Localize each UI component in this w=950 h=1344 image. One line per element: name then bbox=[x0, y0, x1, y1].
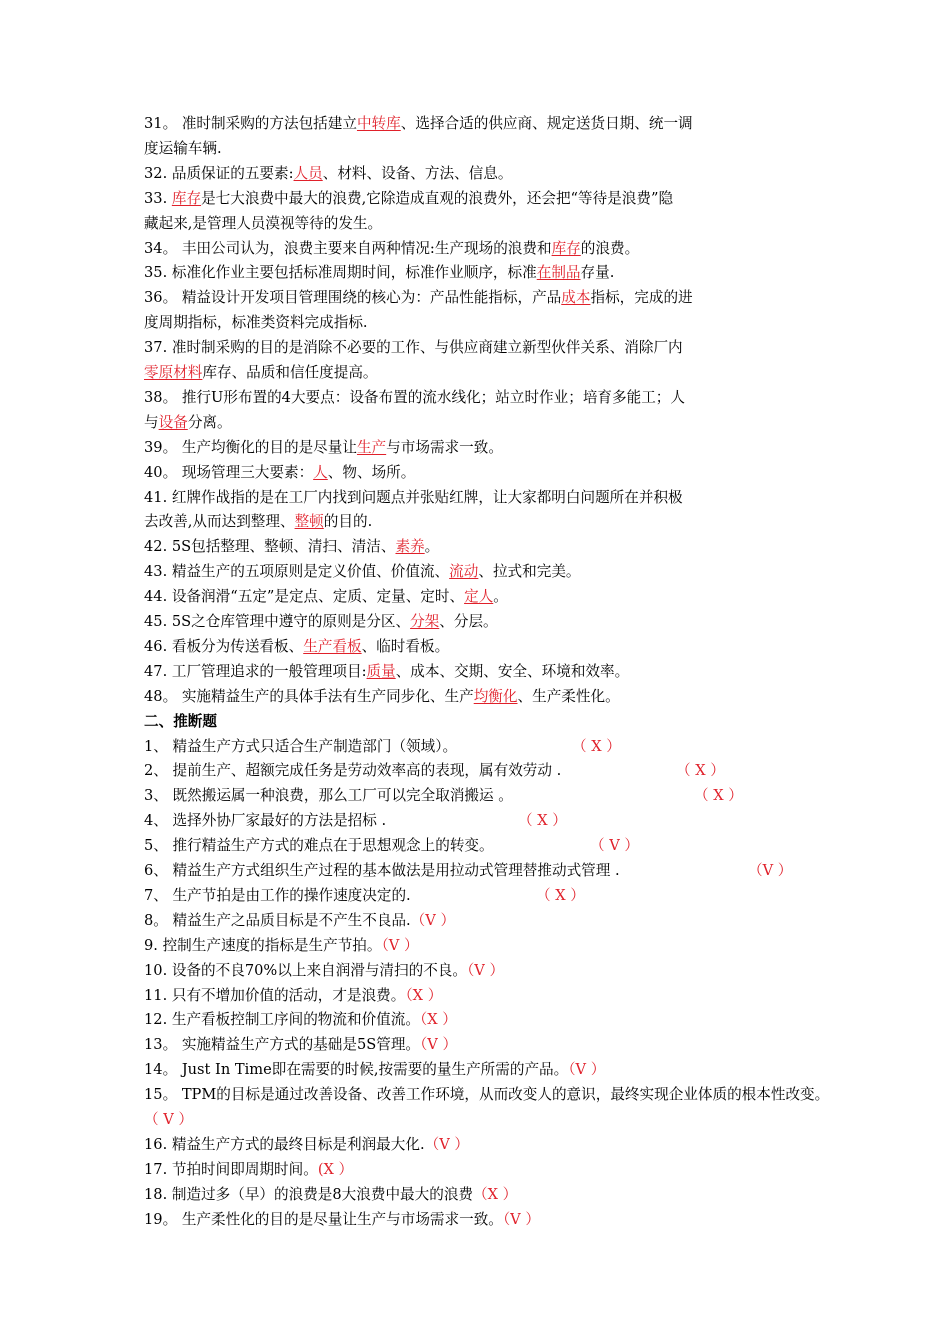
question-text: 。 bbox=[424, 538, 440, 556]
question-number: 10. bbox=[144, 961, 172, 979]
question-number: 4、 bbox=[144, 812, 173, 830]
question-text: 精益设计开发项目管理围绕的核心为：产品性能指标，产品 bbox=[181, 289, 562, 307]
question-number: 40。 bbox=[144, 463, 182, 481]
fill-in-question-line bbox=[144, 112, 693, 137]
question-text: 丰田公司认为，浪费主要来自两种情况:生产现场的浪费和 bbox=[181, 239, 552, 257]
answer-blank: 人 bbox=[313, 463, 328, 481]
judgment-question bbox=[144, 909, 455, 934]
answer-mark: （V ） bbox=[381, 936, 419, 954]
section-heading bbox=[144, 710, 217, 735]
question-number: 33. bbox=[144, 189, 172, 207]
question-text: 生产柔性化的目的是尽量让生产与市场需求一致。 bbox=[181, 1210, 503, 1228]
question-number: 7、 bbox=[144, 886, 173, 904]
answer-mark: （X ） bbox=[473, 1185, 518, 1203]
answer-mark: （V ） bbox=[502, 1210, 540, 1228]
question-number: 38。 bbox=[144, 388, 182, 406]
fill-in-question-line bbox=[144, 510, 372, 535]
answer-mark: （V ） bbox=[424, 1135, 469, 1153]
judgment-question bbox=[144, 759, 725, 784]
question-text: 推行精益生产方式的难点在于思想观念上的转变。 bbox=[172, 837, 494, 855]
question-text: 、拉式和完美。 bbox=[478, 563, 581, 581]
fill-in-question-line bbox=[144, 560, 581, 585]
question-text: 控制生产速度的指标是生产节拍。 bbox=[162, 936, 382, 954]
answer-blank: 质量 bbox=[366, 662, 396, 680]
fill-in-question-line bbox=[144, 535, 439, 560]
question-number: 42. bbox=[144, 538, 172, 556]
question-text: 只有不增加价值的活动，才是浪费。 bbox=[171, 986, 406, 1004]
question-text: 标准化作业主要包括标准周期时间，标准作业顺序，标准 bbox=[171, 264, 537, 282]
answer-mark: （ V ） bbox=[144, 1111, 194, 1128]
judgment-question bbox=[144, 1033, 457, 1058]
answer-mark: （ X ） bbox=[694, 787, 743, 805]
question-text: 与 bbox=[144, 413, 159, 431]
fill-in-question-line bbox=[144, 411, 232, 436]
judgment-question bbox=[144, 1208, 540, 1233]
question-number: 46. bbox=[144, 637, 172, 655]
question-number: 8。 bbox=[144, 911, 173, 929]
question-text: 库存、品质和信任度提高。 bbox=[202, 364, 378, 381]
answer-blank: 中转库 bbox=[356, 115, 401, 132]
answer-blank: 流动 bbox=[449, 563, 479, 581]
question-number: 5、 bbox=[144, 837, 173, 855]
fill-in-question-line bbox=[144, 386, 685, 411]
question-text: 是七大浪费中最大的浪费,它除造成直观的浪费外，还会把“等待是浪费”隐 bbox=[201, 189, 674, 207]
question-text: 、临时看板。 bbox=[361, 637, 450, 655]
answer-mark: （V ） bbox=[467, 961, 505, 979]
fill-in-question-line bbox=[144, 311, 368, 336]
question-text: 品质保证的五要素: bbox=[171, 164, 294, 182]
answer-mark: （ X ） bbox=[536, 886, 585, 904]
question-text: 设备润滑“五定”是定点、定质、定量、定时、 bbox=[171, 588, 465, 606]
question-text: 准时制采购的方法包括建立 bbox=[181, 115, 357, 132]
question-number: 11. bbox=[144, 986, 172, 1004]
answer-blank: 均衡化 bbox=[473, 687, 518, 705]
question-number: 6、 bbox=[144, 862, 173, 879]
question-number: 34。 bbox=[144, 239, 182, 257]
question-number: 18. bbox=[144, 1185, 172, 1203]
fill-in-question-line bbox=[144, 137, 222, 162]
answer-blank: 生产 bbox=[356, 438, 387, 456]
fill-in-question-line bbox=[144, 187, 673, 212]
question-number: 35. bbox=[144, 264, 172, 282]
judgment-question bbox=[144, 959, 504, 984]
question-number: 41. bbox=[144, 488, 172, 506]
question-number: 36。 bbox=[144, 289, 182, 307]
judgment-question bbox=[144, 884, 585, 909]
question-number: 48。 bbox=[144, 687, 182, 705]
question-number: 13。 bbox=[144, 1036, 182, 1054]
question-text: 精益生产方式只适合生产制造部门（领域）。 bbox=[172, 737, 458, 755]
question-text: 5S包括整理、整顿、清扫、清洁、 bbox=[171, 538, 396, 556]
question-text: 、物、场所。 bbox=[327, 463, 416, 481]
fill-in-question-line bbox=[144, 461, 415, 486]
question-number: 43. bbox=[144, 563, 172, 581]
question-text: 提前生产、超额完成任务是劳动效率高的表现，属有效劳动 . bbox=[172, 762, 562, 780]
fill-in-question-line bbox=[144, 336, 683, 361]
judgment-question bbox=[144, 1133, 469, 1158]
answer-blank: 零原材料 bbox=[144, 364, 203, 381]
answer-blank: 库存 bbox=[551, 239, 581, 257]
question-text: 分离。 bbox=[187, 413, 232, 431]
question-text: 实施精益生产方式的基础是5S管理。 bbox=[181, 1036, 421, 1054]
answer-mark: （V ） bbox=[420, 1036, 458, 1054]
answer-mark: （ V ） bbox=[590, 837, 640, 855]
answer-mark: （V ） bbox=[410, 911, 456, 929]
fill-in-question-line bbox=[144, 610, 498, 635]
judgment-question bbox=[144, 1058, 605, 1083]
question-number: 44. bbox=[144, 588, 172, 606]
question-text: 、成本、交期、安全、环境和效率。 bbox=[395, 662, 630, 680]
answer-blank: 库存 bbox=[171, 189, 202, 207]
question-text: 实施精益生产的具体手法有生产同步化、生产 bbox=[181, 687, 474, 705]
judgment-question bbox=[144, 809, 567, 834]
answer-blank: 在制品 bbox=[536, 264, 581, 282]
judgment-question bbox=[144, 834, 640, 859]
question-text: TPM的目标是通过改善设备、改善工作环境，从而改变人的意识，最终实现企业体质的根本性改变。 bbox=[181, 1086, 830, 1104]
question-number: 19。 bbox=[144, 1210, 182, 1228]
answer-mark: （ X ） bbox=[676, 762, 725, 780]
question-text: 藏起来,是管理人员漠视等待的发生。 bbox=[144, 214, 383, 232]
judgment-question bbox=[144, 784, 743, 809]
question-number: 14。 bbox=[144, 1061, 182, 1079]
question-number: 47. bbox=[144, 662, 172, 680]
question-text: 的目的. bbox=[323, 513, 373, 531]
question-text: 存量. bbox=[580, 264, 615, 282]
question-number: 31。 bbox=[144, 115, 182, 132]
question-text: 去改善,从而达到整理、 bbox=[144, 513, 295, 531]
question-text: 精益生产方式的最终目标是利润最大化. bbox=[171, 1135, 425, 1153]
question-number: 17. bbox=[144, 1160, 172, 1178]
question-number: 3、 bbox=[144, 787, 173, 805]
question-text: 推行U形布置的4大要点：设备布置的流水线化；站立时作业；培育多能工；人 bbox=[181, 388, 685, 406]
answer-mark: （ X ） bbox=[572, 737, 621, 755]
fill-in-question-line bbox=[144, 436, 503, 461]
question-text: 准时制采购的目的是消除不必要的工作、与供应商建立新型伙伴关系、消除厂内 bbox=[171, 339, 683, 357]
fill-in-question-line bbox=[144, 162, 512, 187]
fill-in-question-line bbox=[144, 635, 449, 660]
question-text: 。 bbox=[493, 588, 508, 606]
answer-blank: 生产看板 bbox=[303, 637, 362, 655]
question-text: Just In Time即在需要的时候,按需要的量生产所需的产品。 bbox=[181, 1061, 569, 1079]
answer-mark: （X ） bbox=[405, 986, 443, 1004]
judgment-question bbox=[144, 1158, 353, 1183]
fill-in-question-line bbox=[144, 685, 620, 710]
question-text: 工厂管理追求的一般管理项目: bbox=[171, 662, 367, 680]
question-text: 精益生产之品质目标是不产生不良品. bbox=[172, 911, 411, 929]
question-text: 精益生产的五项原则是定义价值、价值流、 bbox=[171, 563, 450, 581]
fill-in-question-line bbox=[144, 237, 639, 262]
question-text: 节拍时间即周期时间。 bbox=[171, 1160, 318, 1178]
answer-blank: 人员 bbox=[293, 164, 323, 182]
question-text: 现场管理三大要素： bbox=[181, 463, 314, 481]
question-number: 16. bbox=[144, 1135, 172, 1153]
answer-blank: 成本 bbox=[561, 289, 591, 307]
question-number: 37. bbox=[144, 339, 172, 357]
answer-blank: 定人 bbox=[464, 588, 494, 606]
judgment-question bbox=[144, 1008, 457, 1033]
judgment-question bbox=[144, 1183, 517, 1208]
answer-mark: （V ） bbox=[568, 1061, 606, 1079]
question-number: 12. bbox=[144, 1011, 172, 1029]
question-number: 1、 bbox=[144, 737, 173, 755]
question-text: 红牌作战指的是在工厂内找到问题点并张贴红牌，让大家都明白问题所在并积极 bbox=[171, 488, 683, 506]
fill-in-question-line bbox=[144, 585, 508, 610]
question-text: 指标，完成的进 bbox=[590, 289, 693, 307]
question-number: 2、 bbox=[144, 762, 173, 780]
question-text: 设备的不良70%以上来自润滑与清扫的不良。 bbox=[171, 961, 467, 979]
question-number: 9. bbox=[144, 936, 163, 954]
question-text: 选择外协厂家最好的方法是招标 . bbox=[172, 812, 387, 830]
question-text: 度运输车辆. bbox=[144, 139, 222, 157]
fill-in-question-line bbox=[144, 261, 614, 286]
answer-blank: 设备 bbox=[158, 413, 188, 431]
question-text: 精益生产方式组织生产过程的基本做法是用拉动式管理替推动式管理 . bbox=[172, 862, 620, 879]
fill-in-question-line bbox=[144, 361, 378, 386]
fill-in-question-line bbox=[144, 286, 693, 311]
question-text: 生产看板控制工序间的物流和价值流。 bbox=[171, 1011, 420, 1029]
answer-blank: 分架 bbox=[410, 613, 440, 630]
question-text: 、材料、设备、方法、信息。 bbox=[322, 164, 513, 182]
fill-in-question-line bbox=[144, 660, 629, 685]
question-text: 制造过多（早）的浪费是8大浪费中最大的浪费 bbox=[171, 1185, 474, 1203]
answer-blank: 素养 bbox=[395, 538, 425, 556]
answer-blank: 整顿 bbox=[294, 513, 324, 531]
question-text: 生产均衡化的目的是尽量让 bbox=[181, 438, 357, 456]
question-text: 生产节拍是由工作的操作速度决定的. bbox=[172, 886, 411, 904]
answer-mark: （ X ） bbox=[518, 812, 567, 830]
question-text: 、选择合适的供应商、规定送货日期、统一调 bbox=[400, 115, 693, 132]
question-text: 既然搬运属一种浪费，那么工厂可以完全取消搬运 。 bbox=[172, 787, 513, 805]
question-text: 看板分为传送看板、 bbox=[171, 637, 304, 655]
fill-in-question-line bbox=[144, 486, 683, 511]
judgment-question bbox=[144, 984, 442, 1009]
question-text: 与市场需求一致。 bbox=[386, 438, 503, 456]
question-text: 度周期指标，标准类资料完成指标. bbox=[144, 314, 368, 332]
fill-in-question-line bbox=[144, 212, 382, 237]
question-text: 、生产柔性化。 bbox=[517, 687, 620, 705]
answer-mark: (X ） bbox=[317, 1160, 354, 1178]
question-number: 39。 bbox=[144, 438, 182, 456]
question-number: 32. bbox=[144, 164, 172, 182]
section-title: 二、推断题 bbox=[144, 712, 217, 730]
judgment-question-continued bbox=[144, 1108, 193, 1133]
judgment-question bbox=[144, 735, 621, 760]
question-text: 5S之仓库管理中遵守的原则是分区、 bbox=[171, 613, 411, 630]
judgment-question bbox=[144, 1083, 829, 1108]
question-number: 45. bbox=[144, 613, 172, 630]
judgment-question bbox=[144, 859, 793, 884]
question-text: 、分层。 bbox=[439, 613, 498, 630]
question-text: 的浪费。 bbox=[580, 239, 640, 257]
answer-mark: （X ） bbox=[419, 1011, 457, 1029]
question-number: 15。 bbox=[144, 1086, 182, 1104]
answer-mark: （V ） bbox=[748, 862, 793, 879]
judgment-question bbox=[144, 934, 419, 959]
